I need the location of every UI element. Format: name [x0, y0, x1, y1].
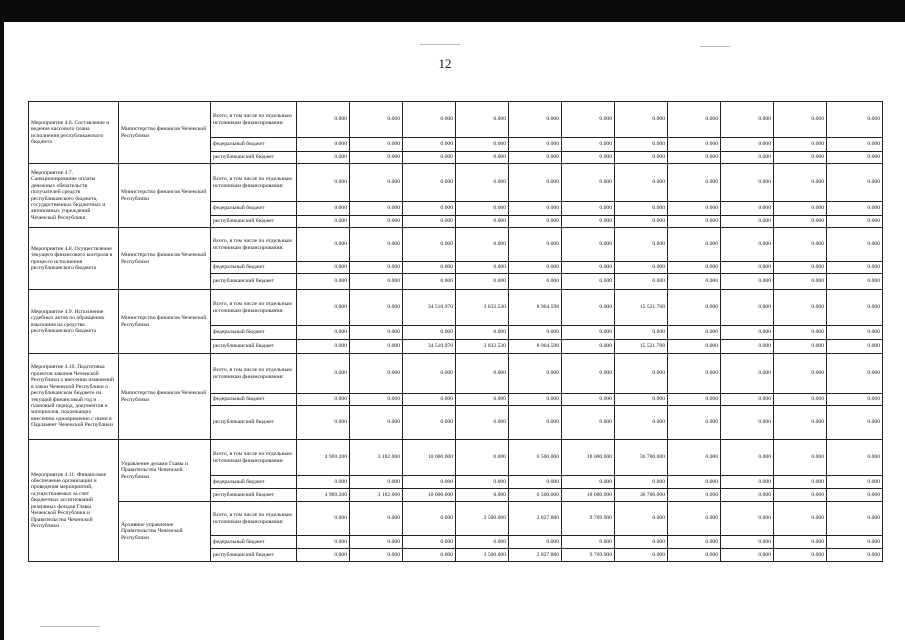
amount-cell: 0.000 [827, 476, 883, 489]
responsible-organization: Управление делами Главы и Правительства Чеченской Республики [119, 440, 211, 502]
amount-cell: 0.000 [827, 216, 883, 228]
amount-cell: 0.000 [668, 406, 721, 440]
amount-cell: 0.000 [827, 549, 883, 562]
amount-cell: 0.000 [774, 102, 827, 138]
amount-cell: 0.000 [721, 102, 774, 138]
amount-cell: 0.000 [350, 536, 403, 549]
funding-source-label: федеральный бюджет [211, 476, 297, 489]
amount-cell: 0.000 [562, 354, 615, 394]
amount-cell: 0.000 [827, 138, 883, 152]
amount-cell: 0.000 [562, 290, 615, 326]
event-name: Мероприятие 4.7. Санкционирование оплаты денежных обязательств получателей средств республиканского бюджета, государственных бюджетных и автономных учреждений Чеченской Республики [29, 164, 119, 228]
amount-cell: 0.000 [456, 354, 509, 394]
amount-cell: 0.000 [456, 164, 509, 202]
amount-cell: 34 510.970 [403, 340, 456, 354]
amount-cell: 0.000 [721, 164, 774, 202]
amount-cell: 0.000 [403, 274, 456, 290]
amount-cell: 0.000 [562, 476, 615, 489]
responsible-organization: Министерство финансов Чеченской Республики [119, 290, 211, 354]
amount-cell: 0.000 [509, 354, 562, 394]
amount-cell: 0.000 [509, 262, 562, 274]
amount-cell: 0.000 [509, 536, 562, 549]
amount-cell: 0.000 [827, 406, 883, 440]
amount-cell: 0.000 [668, 326, 721, 340]
amount-cell: 0.000 [827, 536, 883, 549]
amount-cell: 0.000 [456, 228, 509, 262]
funding-source-label: республиканский бюджет [211, 489, 297, 502]
amount-cell: 0.000 [562, 202, 615, 216]
table-row [29, 228, 883, 262]
amount-cell: 0.000 [615, 476, 668, 489]
amount-cell: 0.000 [456, 394, 509, 406]
amount-cell: 0.000 [297, 549, 350, 562]
amount-cell: 0.000 [403, 202, 456, 216]
amount-cell: 36 700.000 [615, 440, 668, 476]
scan-noise [700, 46, 730, 47]
amount-cell: 0.000 [774, 202, 827, 216]
amount-cell: 3 500.000 [456, 502, 509, 536]
amount-cell: 0.000 [509, 406, 562, 440]
event-name: Мероприятие 4.9. Исполнение судебных актов по обращению взыскания на средства республиканского бюджета [29, 290, 119, 354]
amount-cell: 0.000 [774, 290, 827, 326]
funding-source-label: федеральный бюджет [211, 394, 297, 406]
amount-cell: 0.000 [297, 406, 350, 440]
amount-cell: 0.000 [403, 216, 456, 228]
amount-cell: 0.000 [403, 102, 456, 138]
amount-cell: 0.000 [562, 138, 615, 152]
amount-cell: 6 500.000 [509, 440, 562, 476]
amount-cell: 0.000 [456, 262, 509, 274]
table-row [29, 102, 883, 138]
amount-cell: 0.000 [509, 202, 562, 216]
amount-cell: 0.000 [562, 394, 615, 406]
amount-cell: 0.000 [827, 326, 883, 340]
amount-cell: 0.000 [721, 502, 774, 536]
amount-cell: 0.000 [721, 262, 774, 274]
table-row [29, 290, 883, 326]
amount-cell: 0.000 [721, 152, 774, 164]
amount-cell: 0.000 [456, 274, 509, 290]
amount-cell: 0.000 [350, 138, 403, 152]
amount-cell: 0.000 [350, 290, 403, 326]
amount-cell: 0.000 [774, 549, 827, 562]
amount-cell: 0.000 [509, 138, 562, 152]
amount-cell: 18 000.000 [562, 489, 615, 502]
amount-cell: 2 827.880 [509, 502, 562, 536]
amount-cell: 0.000 [721, 202, 774, 216]
amount-cell: 0.000 [562, 164, 615, 202]
amount-cell: 18 000.000 [562, 440, 615, 476]
amount-cell: 0.000 [297, 354, 350, 394]
amount-cell: 0.000 [721, 536, 774, 549]
amount-cell: 0.000 [403, 262, 456, 274]
funding-source-label: республиканский бюджет [211, 274, 297, 290]
amount-cell: 0.000 [774, 406, 827, 440]
amount-cell: 0.000 [350, 476, 403, 489]
amount-cell: 0.000 [350, 326, 403, 340]
amount-cell: 0.000 [774, 394, 827, 406]
page-number: 12 [438, 56, 452, 71]
amount-cell: 0.000 [827, 274, 883, 290]
funding-table [28, 101, 883, 562]
amount-cell: 0.000 [350, 228, 403, 262]
amount-cell: 0.000 [615, 202, 668, 216]
amount-cell: 0.000 [774, 274, 827, 290]
amount-cell: 0.000 [615, 536, 668, 549]
funding-source-label: Всего, в том числе по отдельным источникам финансирования: [211, 290, 297, 326]
funding-source-label: республиканский бюджет [211, 406, 297, 440]
amount-cell: 0.000 [509, 228, 562, 262]
amount-cell: 0.000 [774, 354, 827, 394]
amount-cell: 0.000 [668, 164, 721, 202]
amount-cell: 0.000 [615, 102, 668, 138]
amount-cell: 0.000 [350, 340, 403, 354]
table-row [29, 502, 883, 536]
event-name: Мероприятие 4.11. Финансовое обеспечение организации и проведения мероприятий, осуществляемых за счет бюджетных ассигнований резервных фондов Главы Чеченской Республики и Правительства Чеченской Республики [29, 440, 119, 562]
amount-cell: 0.000 [774, 228, 827, 262]
amount-cell: 0.000 [562, 152, 615, 164]
amount-cell: 0.000 [721, 476, 774, 489]
amount-cell: 0.000 [721, 216, 774, 228]
amount-cell: 0.000 [721, 326, 774, 340]
funding-source-label: федеральный бюджет [211, 202, 297, 216]
amount-cell: 0.000 [721, 290, 774, 326]
amount-cell: 9 769.900 [562, 502, 615, 536]
amount-cell: 0.000 [615, 502, 668, 536]
amount-cell: 0.000 [456, 476, 509, 489]
amount-cell: 0.000 [668, 340, 721, 354]
amount-cell: 0.000 [403, 394, 456, 406]
amount-cell: 0.000 [562, 406, 615, 440]
amount-cell: 0.000 [774, 502, 827, 536]
amount-cell: 8 964.598 [509, 290, 562, 326]
amount-cell: 0.000 [297, 262, 350, 274]
amount-cell: 0.000 [774, 262, 827, 274]
amount-cell: 0.000 [774, 138, 827, 152]
amount-cell: 0.000 [615, 228, 668, 262]
amount-cell: 0.000 [403, 152, 456, 164]
amount-cell: 15 521.708 [615, 290, 668, 326]
amount-cell: 0.000 [721, 440, 774, 476]
table-row [29, 354, 883, 394]
amount-cell: 3 182.000 [350, 440, 403, 476]
amount-cell: 0.000 [456, 326, 509, 340]
scan-noise [40, 626, 100, 627]
amount-cell: 0.000 [827, 394, 883, 406]
amount-cell: 0.000 [615, 406, 668, 440]
amount-cell: 0.000 [827, 152, 883, 164]
amount-cell: 34 510.970 [403, 290, 456, 326]
scan-top-border [0, 0, 905, 22]
amount-cell: 0.000 [456, 536, 509, 549]
amount-cell: 0.000 [668, 476, 721, 489]
amount-cell: 0.000 [350, 164, 403, 202]
amount-cell: 0.000 [509, 476, 562, 489]
amount-cell: 9 769.900 [562, 549, 615, 562]
table-row [29, 440, 883, 476]
amount-cell: 0.000 [456, 152, 509, 164]
amount-cell: 0.000 [509, 164, 562, 202]
amount-cell: 0.000 [827, 202, 883, 216]
funding-source-label: Всего, в том числе по отдельным источникам финансирования: [211, 502, 297, 536]
amount-cell: 0.000 [721, 354, 774, 394]
amount-cell: 0.000 [615, 354, 668, 394]
amount-cell: 0.000 [456, 406, 509, 440]
funding-source-label: республиканский бюджет [211, 549, 297, 562]
amount-cell: 0.000 [350, 406, 403, 440]
amount-cell: 0.000 [350, 102, 403, 138]
amount-cell: 0.000 [350, 216, 403, 228]
amount-cell: 0.000 [827, 440, 883, 476]
amount-cell: 0.000 [456, 102, 509, 138]
amount-cell: 0.000 [297, 394, 350, 406]
funding-source-label: Всего, в том числе по отдельным источникам финансирования: [211, 440, 297, 476]
amount-cell: 0.000 [774, 489, 827, 502]
amount-cell: 0.000 [827, 164, 883, 202]
funding-source-label: федеральный бюджет [211, 138, 297, 152]
amount-cell: 0.000 [562, 274, 615, 290]
amount-cell: 0.000 [509, 394, 562, 406]
amount-cell: 15 521.708 [615, 340, 668, 354]
amount-cell: 3 500.000 [456, 549, 509, 562]
funding-source-label: Всего, в том числе по отдельным источникам финансирования: [211, 164, 297, 202]
funding-source-label: Всего, в том числе по отдельным источникам финансирования: [211, 228, 297, 262]
amount-cell: 0.000 [668, 290, 721, 326]
amount-cell: 0.000 [456, 216, 509, 228]
amount-cell: 0.000 [509, 216, 562, 228]
amount-cell: 0.000 [297, 476, 350, 489]
amount-cell: 0.000 [509, 102, 562, 138]
amount-cell: 0.000 [615, 274, 668, 290]
amount-cell: 3 832.530 [456, 290, 509, 326]
amount-cell: 0.000 [668, 228, 721, 262]
amount-cell: 0.000 [350, 354, 403, 394]
scan-noise [420, 44, 460, 45]
amount-cell: 0.000 [668, 138, 721, 152]
amount-cell: 0.000 [297, 102, 350, 138]
amount-cell: 0.000 [403, 549, 456, 562]
amount-cell: 2 827.880 [509, 549, 562, 562]
amount-cell: 0.000 [774, 476, 827, 489]
amount-cell: 0.000 [721, 228, 774, 262]
scan-left-border [0, 0, 4, 640]
amount-cell: 3 832.530 [456, 340, 509, 354]
amount-cell: 0.000 [668, 152, 721, 164]
amount-cell: 0.000 [668, 216, 721, 228]
amount-cell: 0.000 [827, 290, 883, 326]
amount-cell: 0.000 [668, 489, 721, 502]
amount-cell: 0.000 [297, 536, 350, 549]
amount-cell: 0.000 [721, 549, 774, 562]
amount-cell: 0.000 [668, 440, 721, 476]
responsible-organization: Министерство финансов Чеченской Республики [119, 228, 211, 290]
funding-source-label: республиканский бюджет [211, 216, 297, 228]
amount-cell: 0.000 [297, 202, 350, 216]
event-name: Мероприятие 4.10. Подготовка проектов законов Чеченской Республики о внесении изменений в закон Чеченской Республики о республиканском бюджете на текущий финансовый год и плановый период, документов и материалов, подлежащих внесению одновременно с ними в Парламент Чеченской Республики [29, 354, 119, 440]
amount-cell: 0.000 [562, 536, 615, 549]
amount-cell: 0.000 [403, 502, 456, 536]
amount-cell: 0.000 [403, 228, 456, 262]
amount-cell: 0.000 [350, 394, 403, 406]
amount-cell: 0.000 [774, 164, 827, 202]
amount-cell: 0.000 [615, 138, 668, 152]
amount-cell: 0.000 [827, 228, 883, 262]
amount-cell: 0.000 [774, 216, 827, 228]
amount-cell: 0.000 [403, 138, 456, 152]
amount-cell: 0.000 [827, 340, 883, 354]
amount-cell: 6 500.000 [509, 489, 562, 502]
amount-cell: 0.000 [827, 262, 883, 274]
amount-cell: 0.000 [297, 216, 350, 228]
amount-cell: 0.000 [668, 536, 721, 549]
amount-cell: 0.000 [562, 228, 615, 262]
funding-source-label: республиканский бюджет [211, 340, 297, 354]
amount-cell: 10 000.000 [403, 440, 456, 476]
amount-cell: 0.000 [668, 354, 721, 394]
amount-cell: 0.000 [562, 340, 615, 354]
amount-cell: 0.000 [509, 152, 562, 164]
amount-cell: 0.000 [615, 262, 668, 274]
amount-cell: 0.000 [350, 549, 403, 562]
amount-cell: 0.000 [774, 326, 827, 340]
amount-cell: 36 700.000 [615, 489, 668, 502]
amount-cell: 3 182.000 [350, 489, 403, 502]
event-name: Мероприятие 4.6. Составление и ведение кассового плана исполнения республиканского бюджета [29, 102, 119, 164]
amount-cell: 0.000 [509, 274, 562, 290]
amount-cell: 0.000 [297, 228, 350, 262]
amount-cell: 0.000 [615, 549, 668, 562]
amount-cell: 0.000 [721, 489, 774, 502]
amount-cell: 0.000 [297, 164, 350, 202]
funding-source-label: федеральный бюджет [211, 536, 297, 549]
amount-cell: 0.000 [615, 326, 668, 340]
amount-cell: 0.000 [774, 152, 827, 164]
amount-cell: 0.000 [615, 164, 668, 202]
amount-cell: 0.000 [297, 152, 350, 164]
amount-cell: 0.000 [721, 394, 774, 406]
amount-cell: 0.000 [297, 274, 350, 290]
funding-source-label: Всего, в том числе по отдельным источникам финансирования: [211, 354, 297, 394]
amount-cell: 0.000 [668, 394, 721, 406]
amount-cell: 0.000 [562, 262, 615, 274]
amount-cell: 4 969.200 [297, 489, 350, 502]
responsible-organization: Министерство финансов Чеченской Республики [119, 164, 211, 228]
amount-cell: 0.000 [456, 440, 509, 476]
amount-cell: 0.000 [774, 340, 827, 354]
amount-cell: 0.000 [721, 406, 774, 440]
amount-cell: 0.000 [350, 274, 403, 290]
amount-cell: 0.000 [774, 536, 827, 549]
amount-cell: 0.000 [456, 489, 509, 502]
amount-cell: 0.000 [403, 326, 456, 340]
amount-cell: 0.000 [297, 290, 350, 326]
amount-cell: 0.000 [668, 502, 721, 536]
amount-cell: 0.000 [403, 476, 456, 489]
responsible-organization: Министерство финансов Чеченской Республики [119, 102, 211, 164]
amount-cell: 0.000 [774, 440, 827, 476]
funding-source-label: республиканский бюджет [211, 152, 297, 164]
amount-cell: 0.000 [297, 340, 350, 354]
amount-cell: 0.000 [562, 216, 615, 228]
amount-cell: 0.000 [509, 326, 562, 340]
amount-cell: 0.000 [668, 262, 721, 274]
responsible-organization: Архивное управление Правительства Чеченской Республики [119, 502, 211, 562]
amount-cell: 0.000 [827, 502, 883, 536]
amount-cell: 0.000 [668, 102, 721, 138]
amount-cell: 0.000 [350, 152, 403, 164]
amount-cell: 0.000 [615, 152, 668, 164]
amount-cell: 0.000 [350, 202, 403, 216]
amount-cell: 0.000 [297, 138, 350, 152]
responsible-organization: Министерство финансов Чеченской Республики [119, 354, 211, 440]
amount-cell: 0.000 [456, 202, 509, 216]
funding-source-label: федеральный бюджет [211, 326, 297, 340]
amount-cell: 0.000 [721, 274, 774, 290]
amount-cell: 0.000 [827, 354, 883, 394]
amount-cell: 0.000 [721, 340, 774, 354]
amount-cell: 0.000 [297, 502, 350, 536]
amount-cell: 0.000 [721, 138, 774, 152]
amount-cell: 0.000 [668, 549, 721, 562]
amount-cell: 0.000 [615, 216, 668, 228]
amount-cell: 0.000 [456, 138, 509, 152]
amount-cell: 4 969.200 [297, 440, 350, 476]
amount-cell: 0.000 [350, 502, 403, 536]
amount-cell: 0.000 [403, 164, 456, 202]
amount-cell: 0.000 [668, 274, 721, 290]
amount-cell: 0.000 [403, 406, 456, 440]
funding-source-label: федеральный бюджет [211, 262, 297, 274]
event-name: Мероприятие 4.8. Осуществление текущего финансового контроля в процессе исполнения республиканского бюджета [29, 228, 119, 290]
amount-cell: 0.000 [297, 326, 350, 340]
amount-cell: 10 000.000 [403, 489, 456, 502]
amount-cell: 8 964.598 [509, 340, 562, 354]
amount-cell: 0.000 [827, 102, 883, 138]
funding-source-label: Всего, в том числе по отдельным источникам финансирования: [211, 102, 297, 138]
amount-cell: 0.000 [403, 536, 456, 549]
amount-cell: 0.000 [350, 262, 403, 274]
amount-cell: 0.000 [827, 489, 883, 502]
amount-cell: 0.000 [562, 326, 615, 340]
amount-cell: 0.000 [615, 394, 668, 406]
amount-cell: 0.000 [562, 102, 615, 138]
amount-cell: 0.000 [403, 354, 456, 394]
table-row [29, 164, 883, 202]
amount-cell: 0.000 [668, 202, 721, 216]
